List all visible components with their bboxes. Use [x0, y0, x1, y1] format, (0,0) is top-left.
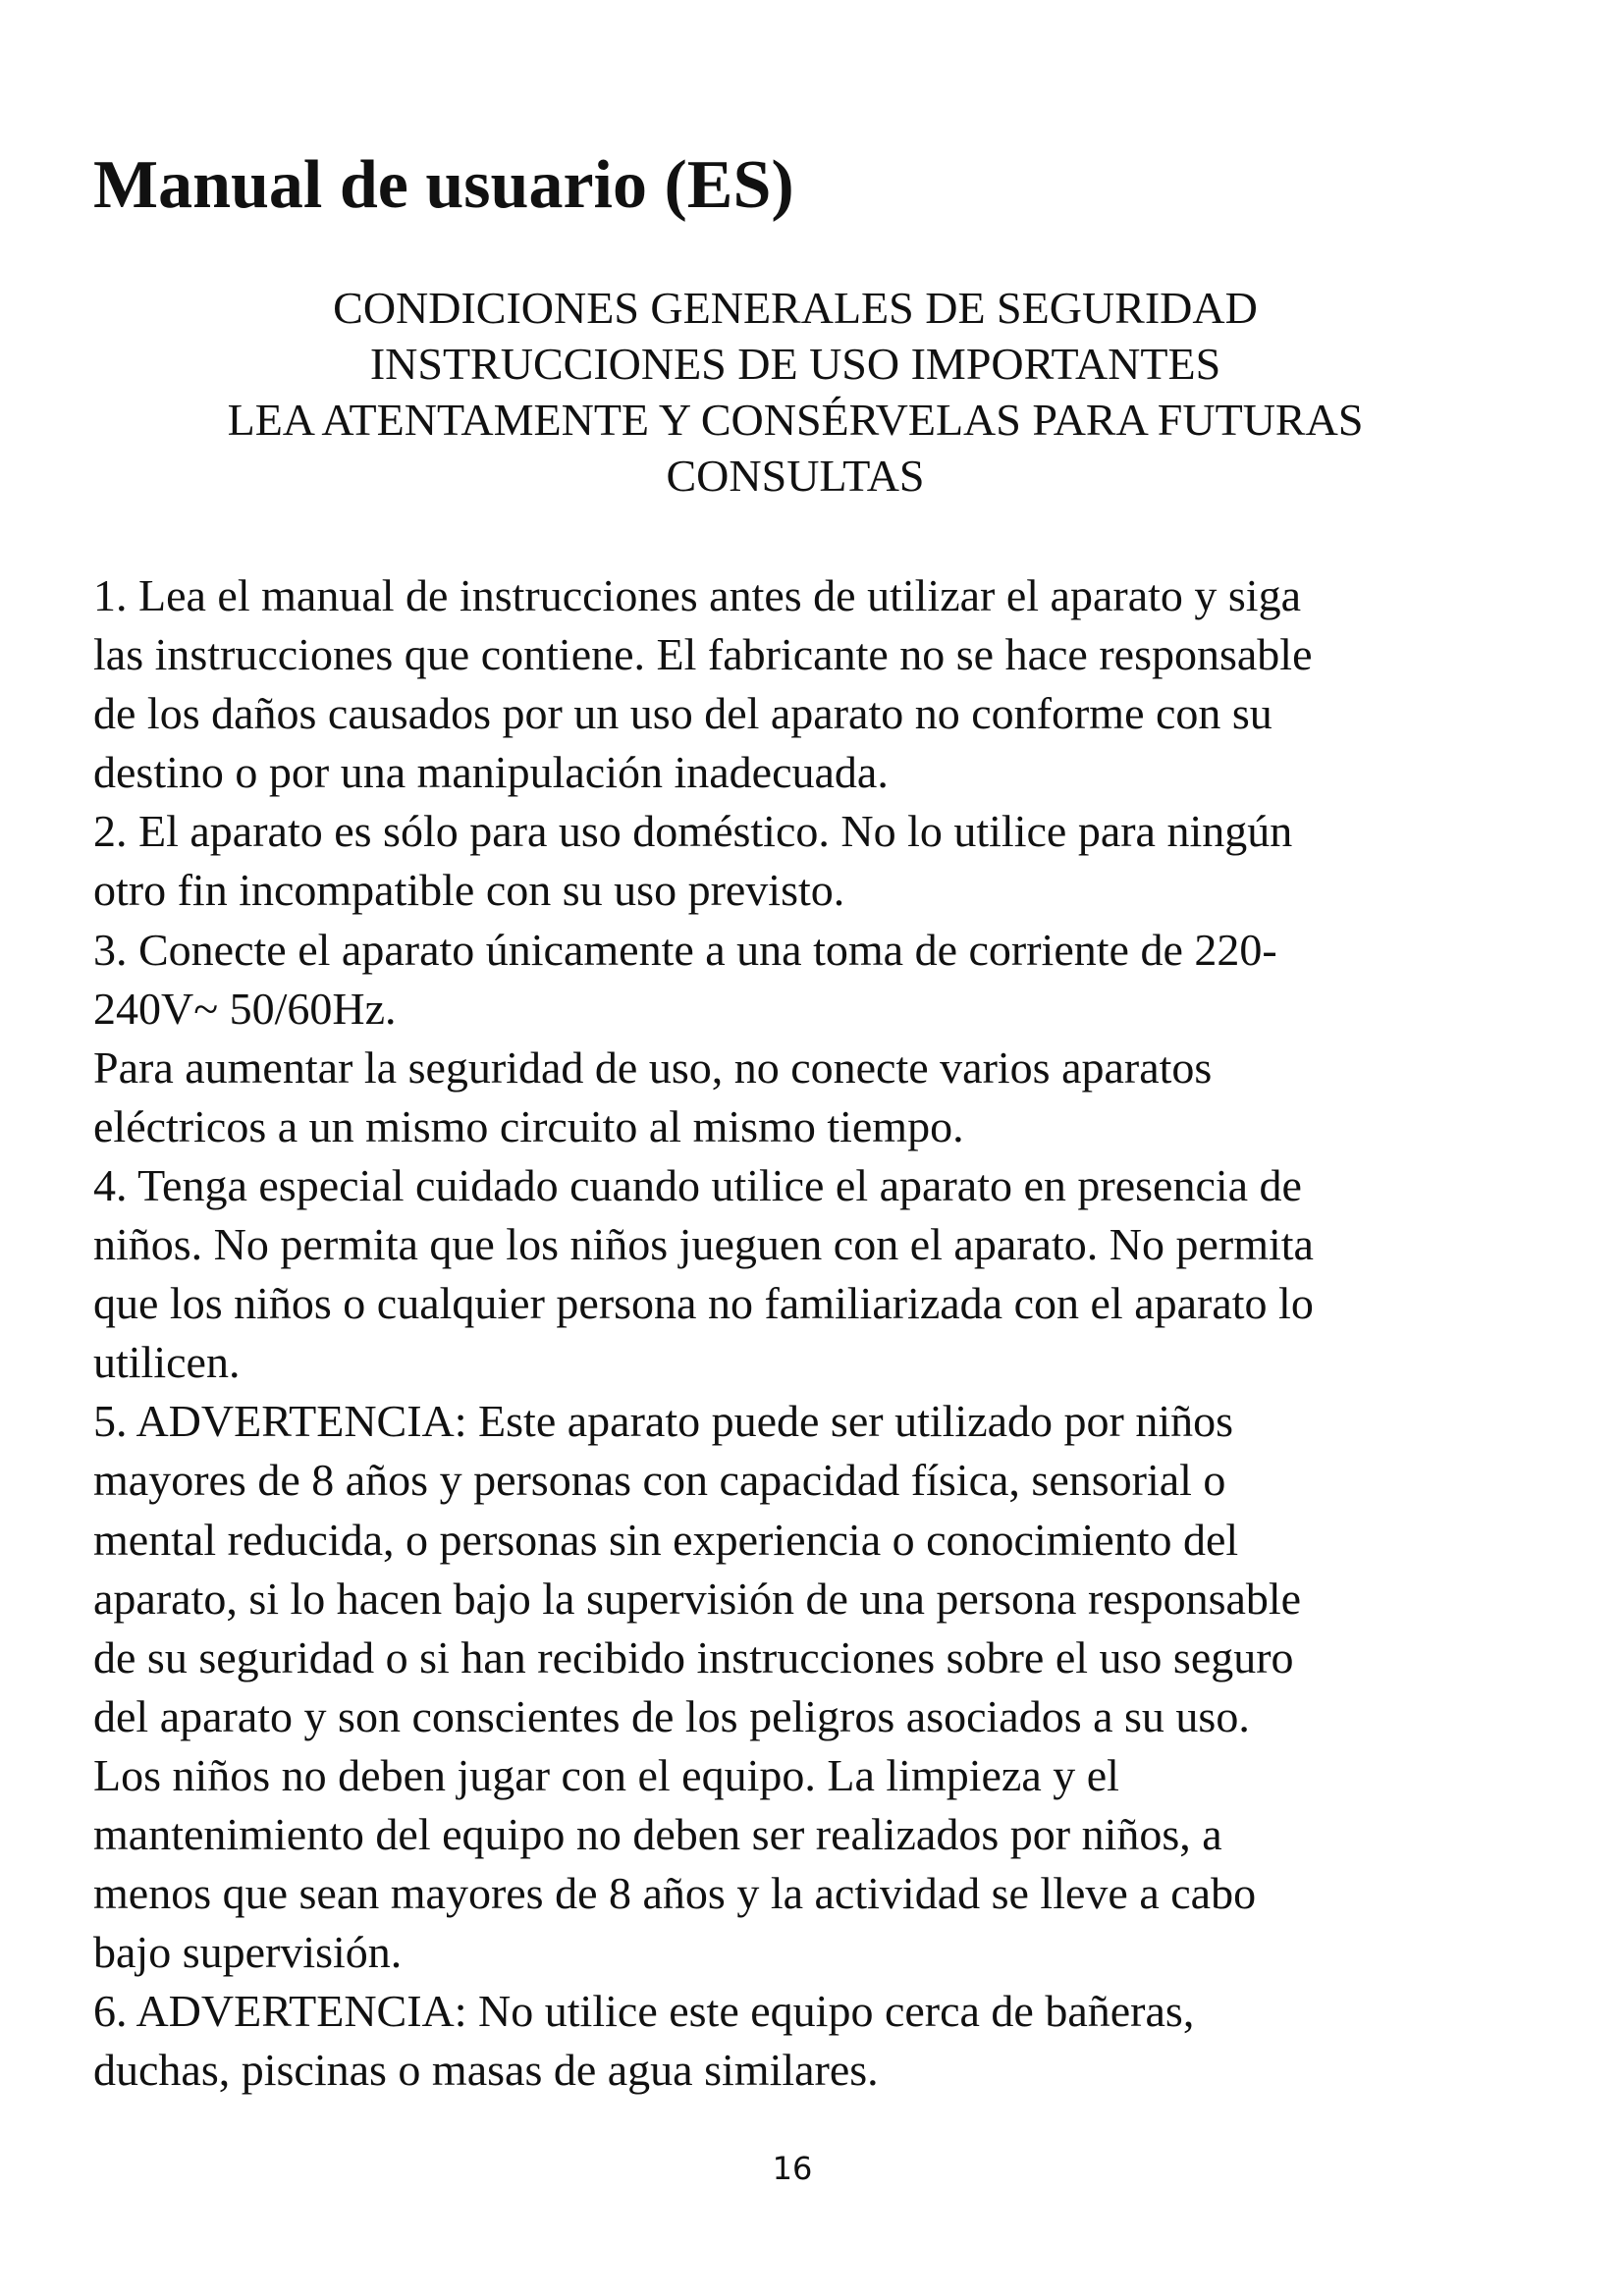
heading-general-safety: CONDICIONES GENERALES DE SEGURIDAD: [333, 283, 1258, 333]
instruction-6: 6. ADVERTENCIA: No utilice este equipo cerca de bañeras, duchas, piscinas o masas de agua similares.: [93, 1986, 1195, 2096]
heading-important-instructions: INSTRUCCIONES DE USO IMPORTANTES: [369, 339, 1221, 389]
instruction-5: 5. ADVERTENCIA: Este aparato puede ser utilizado por niños mayores de 8 años y personas con capacidad física, sensorial o mental reducida, o personas sin experiencia o conocimiento del aparato, si lo hacen bajo la supervisión de una persona responsable de su seguridad o si han recibido instrucciones sobre el uso seguro del aparato y son conscientes de los peligros asociados a su uso.: [93, 1396, 1302, 1741]
instruction-4: 4. Tenga especial cuidado cuando utilice el aparato en presencia de niños. No permita que los niños jueguen con el aparato. No permita que los niños o cualquier persona no familiarizada con el aparato lo utilicen.: [93, 1159, 1314, 1388]
instructions-body: [93, 566, 1546, 2100]
page-number: 16: [772, 2150, 813, 2187]
page-title: Manual de usuario (ES): [93, 147, 794, 223]
instruction-2: 2. El aparato es sólo para uso doméstico. No lo utilice para ningún otro fin incompatible con su uso previsto.: [93, 806, 1293, 916]
instruction-1: 1. Lea el manual de instrucciones antes de utilizar el aparato y siga las instrucciones que contiene. El fabricante no se hace responsable de los daños causados por un uso del aparato no conforme con su destino o por una manipulación inadecuada.: [93, 570, 1313, 798]
heading-read-carefully: LEA ATENTAMENTE Y CONSÉRVELAS PARA FUTURAS: [227, 395, 1364, 445]
instruction-5-note: Los niños no deben jugar con el equipo. La limpieza y el mantenimiento del equipo no deben ser realizados por niños, a menos que sean mayores de 8 años y la actividad se lleve a cabo bajo supervisión.: [93, 1749, 1257, 1978]
instruction-3-note: Para aumentar la seguridad de uso, no conecte varios aparatos eléctricos a un mismo circuito al mismo tiempo.: [93, 1041, 1213, 1151]
instruction-3: 3. Conecte el aparato únicamente a una toma de corriente de 220- 240V~ 50/60Hz.: [93, 924, 1277, 1034]
safety-headings: [88, 280, 1502, 504]
heading-consultations: CONSULTAS: [666, 451, 925, 501]
